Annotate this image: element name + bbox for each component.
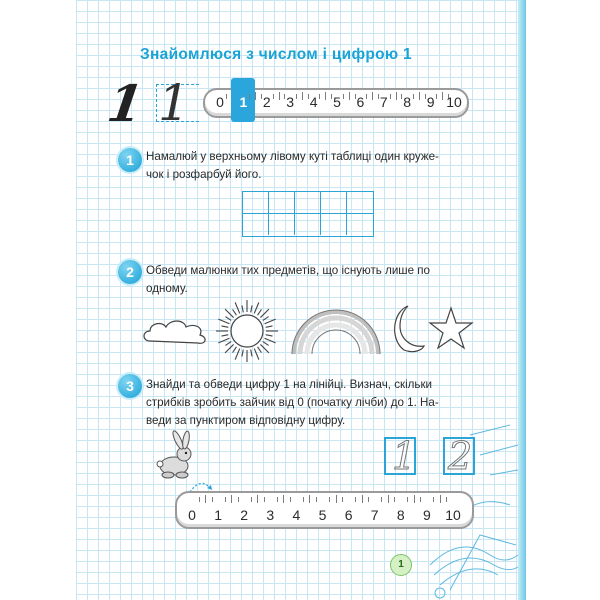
ruler-number[interactable]: 9 [426,94,435,110]
table-cell[interactable] [321,192,347,214]
rabbit-picture [148,430,198,480]
sun-ray [260,344,268,352]
trace-digit-1: 1 [392,434,417,478]
sun-ray [251,305,252,312]
ruler-number[interactable]: 9 [422,507,431,523]
ruler-tick [343,94,344,99]
ruler-number[interactable]: 3 [286,94,295,110]
ruler-tick [366,94,367,99]
sun-ray [254,349,259,360]
ruler-number[interactable]: 1 [214,507,222,523]
ruler-tick [446,497,447,502]
sun-ray [225,342,231,346]
sun-ray [266,335,273,336]
ruler-tick [440,495,441,503]
ruler-tick [396,92,397,100]
sun-ray [233,347,237,353]
ruler-tick [407,497,408,502]
task-3-line-3: веди за пунктиром відповідну цифру. [146,414,346,427]
task-number-badge: 3 [118,374,142,398]
task-2-line-2: одному. [146,282,188,295]
ruler-tick [255,92,256,100]
ruler-tick [419,92,420,100]
ruler-tick [413,94,414,99]
ruler-number[interactable]: 10 [445,507,461,523]
ruler-tick [225,497,226,502]
sun-ray [221,326,228,327]
task-2-text [146,262,476,298]
ruler-tick [381,497,382,502]
ruler-tick [273,94,274,99]
sun-ray [242,305,243,312]
task-1-text [146,148,476,184]
ruler-number[interactable]: 2 [262,94,271,110]
ruler-number[interactable]: 7 [370,507,379,523]
ruler-tick [296,94,297,99]
ruler-tick [264,497,265,502]
ruler-number[interactable]: 3 [266,507,275,523]
task-3-line-2: стрибків зробить зайчик від 0 (початку лічби) до 1. На- [146,396,439,409]
sun-ray [225,309,233,317]
table-cell[interactable] [295,192,321,214]
ruler-number[interactable]: 4 [292,507,301,523]
star-picture[interactable] [428,306,474,350]
table-cell[interactable] [269,214,295,236]
ruler-tick [368,497,369,502]
page-number: 1 [390,554,412,576]
sun-ray [263,317,269,321]
ruler-tick [355,497,356,502]
digit-sample-thin: 1 [158,74,190,132]
trace-digit-2: 2 [448,434,473,478]
ruler-tick [436,94,437,99]
ruler-number[interactable]: 1 [239,94,248,110]
ruler-tick [309,495,310,503]
ruler-tick [420,497,421,502]
sun-ray [233,309,237,315]
page-title: Знайомлюся з числом і цифрою 1 [140,46,412,63]
sun-ray [225,317,231,321]
ruler-tick [290,497,291,502]
ruler-number[interactable]: 0 [188,507,196,523]
ruler-number[interactable]: 4 [309,94,318,110]
ruler-tick [442,92,443,100]
ruler-number[interactable]: 0 [216,94,224,110]
table-cell[interactable] [321,214,347,236]
task-number-badge: 2 [118,260,142,284]
ruler-tick [303,497,304,502]
table-cell[interactable] [269,192,295,214]
digit-sample-bold: 1 [103,74,147,133]
moon-picture[interactable] [386,304,426,354]
table-cell[interactable] [243,192,269,214]
task-number-badge: 1 [118,148,142,172]
ruler-tick [319,94,320,99]
ruler-number[interactable]: 8 [403,94,412,110]
sun-ray [235,349,240,360]
sun-ray [260,309,268,317]
table-cell[interactable] [295,214,321,236]
sun-ray [225,344,233,352]
task-2-line-1: Обведи малюнки тих предметів, що існують лише по [146,264,431,277]
ruler-tick [336,495,337,503]
ruler-tick [362,495,363,503]
sun-ray [258,347,262,353]
ruler-tick [394,497,395,502]
ruler-tick [302,92,303,100]
sun-ray [221,335,228,336]
ruler-tick [249,94,250,99]
cloud-picture[interactable] [140,315,212,347]
table-cell[interactable] [347,192,373,214]
ruler-tick [325,92,326,100]
sun-picture[interactable] [214,298,280,364]
ruler-tick [199,497,200,502]
ruler-tick [414,495,415,503]
ruler-number[interactable]: 8 [396,507,405,523]
task-3-line-1: Знайди та обведи цифру 1 на лінійці. Визнач, скільки [146,378,432,391]
drawing-table [242,191,374,237]
ruler-tick [342,497,343,502]
sun-ray [258,309,262,315]
ruler-tick [316,497,317,502]
ruler-tick [251,497,252,502]
ruler-number[interactable]: 10 [446,94,462,110]
sun-ray [218,338,229,343]
ruler-tick [238,497,239,502]
ruler-tick [212,497,213,502]
sun-ray [251,350,252,357]
ruler-number[interactable]: 5 [318,507,327,523]
number-ruler-top [203,88,469,118]
table-cell[interactable] [243,214,269,236]
sun-ray [265,338,276,343]
ruler-tick [390,94,391,99]
ruler-tick [279,92,280,100]
sun-ray [254,302,259,313]
ruler-tick [226,94,227,99]
sun-ray [218,319,229,324]
ruler-number[interactable]: 6 [344,507,353,523]
table-cell[interactable] [347,214,373,236]
ruler-tick [349,92,350,100]
ruler-tick [433,497,434,502]
ruler-tick [372,92,373,100]
ruler-tick [231,495,232,503]
task-1-line-1: Намалюй у верхньому лівому куті таблиці один круже- [146,150,439,163]
ruler-tick [283,495,284,503]
ruler-tick [277,497,278,502]
ruler-number[interactable]: 6 [356,94,365,110]
ruler-tick [205,495,206,503]
ruler-tick [257,495,258,503]
task-1-line-2: чок і розфарбуй його. [146,168,262,181]
ruler-tick [388,495,389,503]
number-ruler-bottom [175,491,474,529]
sun-ray [265,319,276,324]
ruler-number[interactable]: 2 [240,507,249,523]
rainbow-picture[interactable] [290,296,382,356]
sun-ray [242,350,243,357]
sun-ray [266,326,273,327]
ruler-tick [329,497,330,502]
ruler-number[interactable]: 5 [333,94,341,110]
ruler-number[interactable]: 7 [379,94,388,110]
sun-ray [235,302,240,313]
sun-ray [263,342,269,346]
